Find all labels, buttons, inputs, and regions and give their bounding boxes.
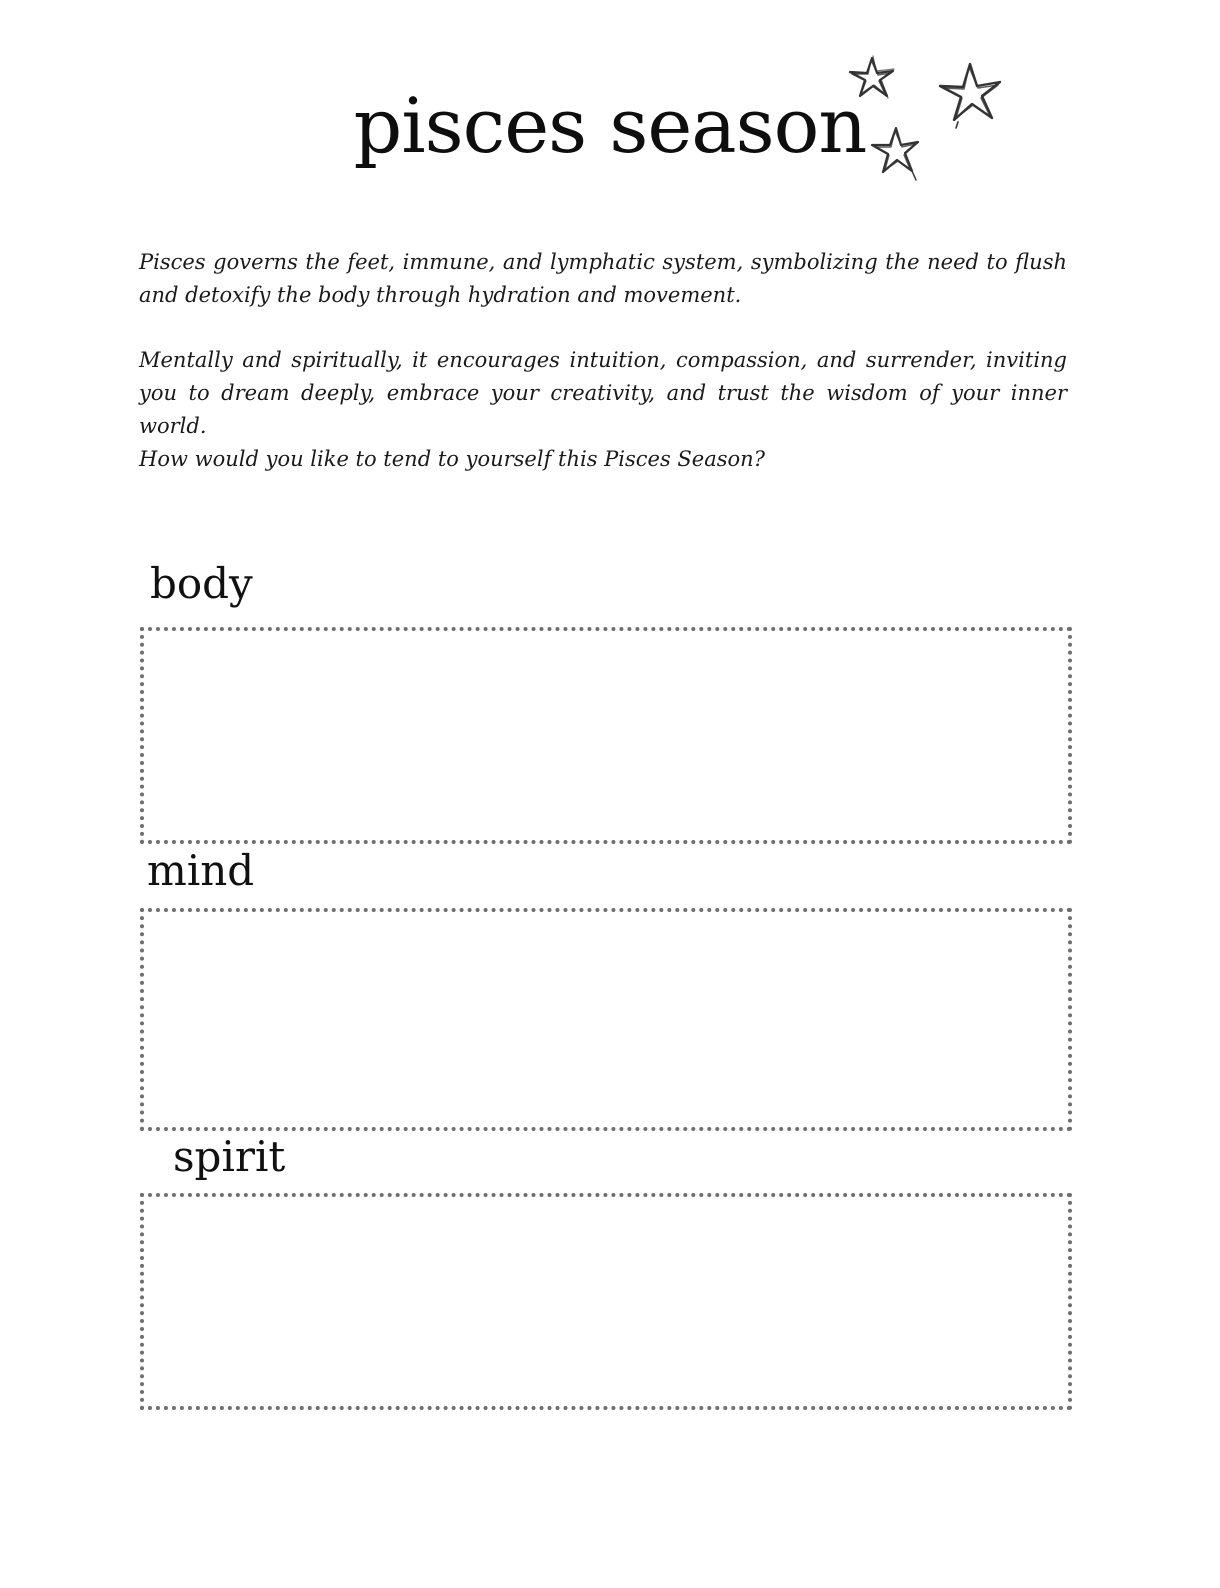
spirit-writing-box[interactable]	[140, 1193, 1072, 1410]
star-icon	[850, 56, 894, 98]
star-icon	[940, 64, 1000, 128]
section-label-spirit: spirit	[173, 1132, 286, 1181]
intro-paragraph-body: Pisces governs the feet, immune, and lymphatic system, symbolizing the need to flush and detoxify the body through hydration and movement.	[139, 250, 1067, 307]
mind-writing-box[interactable]	[140, 908, 1072, 1131]
intro-prompt: How would you like to tend to yourself this Pisces Season?	[139, 447, 765, 471]
section-label-mind: mind	[147, 846, 255, 895]
hand-drawn-stars-icon	[830, 40, 1020, 200]
body-writing-box[interactable]	[140, 627, 1072, 844]
page-title: pisces season	[353, 81, 867, 170]
intro-paragraph-mind-spirit: Mentally and spiritually, it encourages intuition, compassion, and surrender, inviting you to dream deeply, embrace your creativity, and trust the wisdom of your inner world.	[139, 348, 1067, 438]
section-label-body: body	[150, 559, 253, 608]
star-icon	[872, 128, 918, 180]
